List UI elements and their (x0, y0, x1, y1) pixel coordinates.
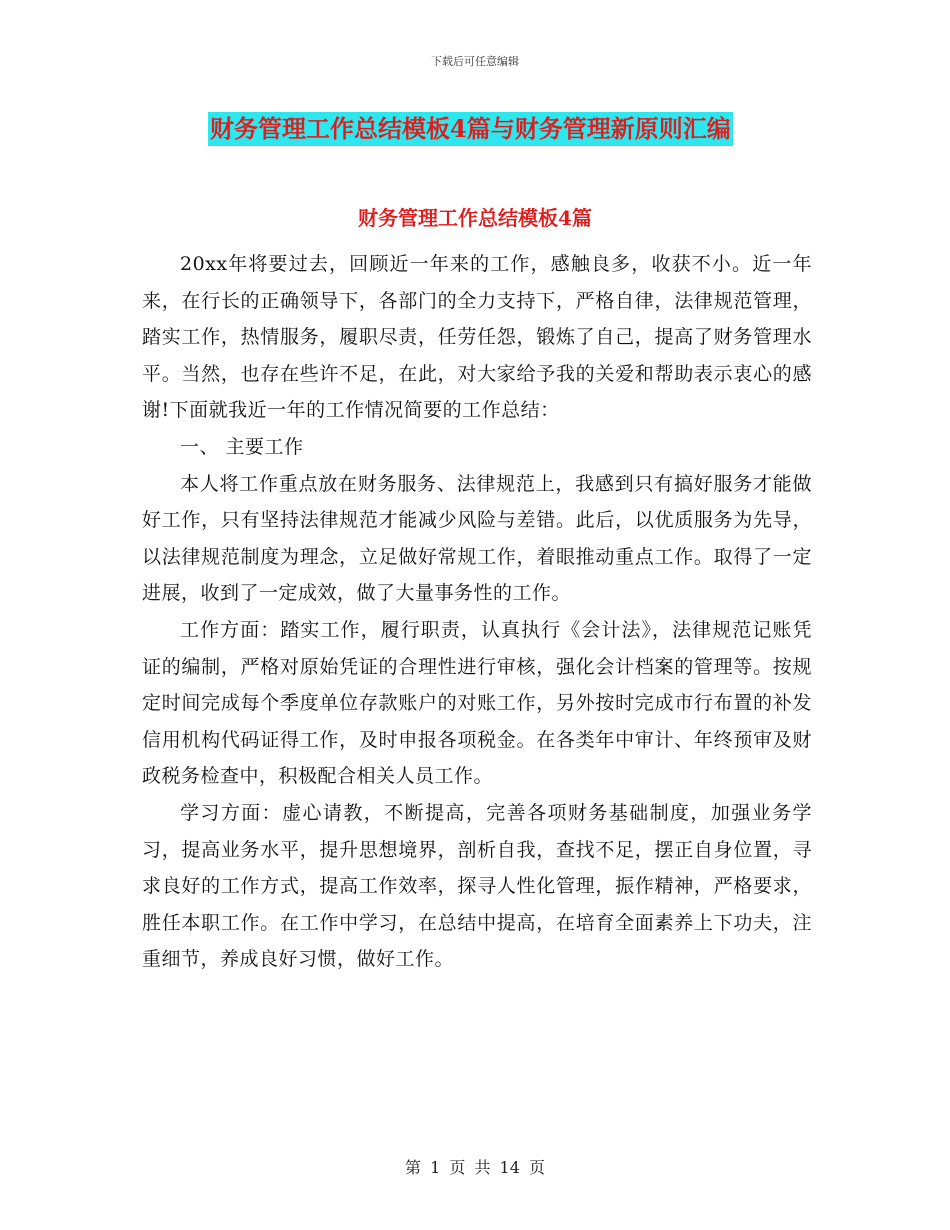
page-number-footer: 第 1 页 共 14 页 (405, 1158, 545, 1177)
paragraph-intro: 20xx年将要过去，回顾近一年来的工作，感触良多，收获不小。近一年来，在行长的正确领导下，各部门的全力支持下，严格自律，法律规范管理，踏实工作，热情服务，履职尽责，任劳任怨，锻炼了自己，提高了财务管理水平。当然，也存在些许不足，在此，对大家给予我的关爱和帮助表示衷心的感谢!下面就我近一年的工作情况简要的工作总结： (142, 253, 812, 422)
section-title: 财务管理工作总结模板4篇 (358, 206, 592, 230)
document-body (142, 246, 812, 978)
header-note: 下载后可任意编辑 (431, 55, 519, 68)
heading-main-work: 一、 主要工作 (180, 435, 304, 458)
paragraph-main-work: 本人将工作重点放在财务服务、法律规范上，我感到只有搞好服务才能做好工作，只有坚持法律规范才能减少风险与差错。此后，以优质服务为先导，以法律规范制度为理念，立足做好常规工作，着眼推动重点工作。取得了一定进展，收到了一定成效，做了大量事务性的工作。 (142, 472, 812, 605)
paragraph-work-aspect: 工作方面：踏实工作，履行职责，认真执行《会计法》，法律规范记账凭证的编制，严格对原始凭证的合理性进行审核，强化会计档案的管理等。按规定时间完成每个季度单位存款账户的对账工作，另外按时完成市行布置的补发信用机构代码证得工作，及时申报各项税金。在各类年中审计、年终预审及财政税务检查中，积极配合相关人员工作。 (142, 618, 812, 788)
document-title: 财务管理工作总结模板4篇与财务管理新原则汇编 (208, 112, 733, 146)
paragraph-study-aspect: 学习方面：虚心请教，不断提高，完善各项财务基础制度，加强业务学习，提高业务水平，提升思想境界，剖析自我，查找不足，摆正自身位置，寻求良好的工作方式，提高工作效率，探寻人性化管理，振作精神，严格要求，胜任本职工作。在工作中学习，在总结中提高，在培育全面素养上下功夫，注重细节，养成良好习惯，做好工作。 (142, 801, 812, 971)
